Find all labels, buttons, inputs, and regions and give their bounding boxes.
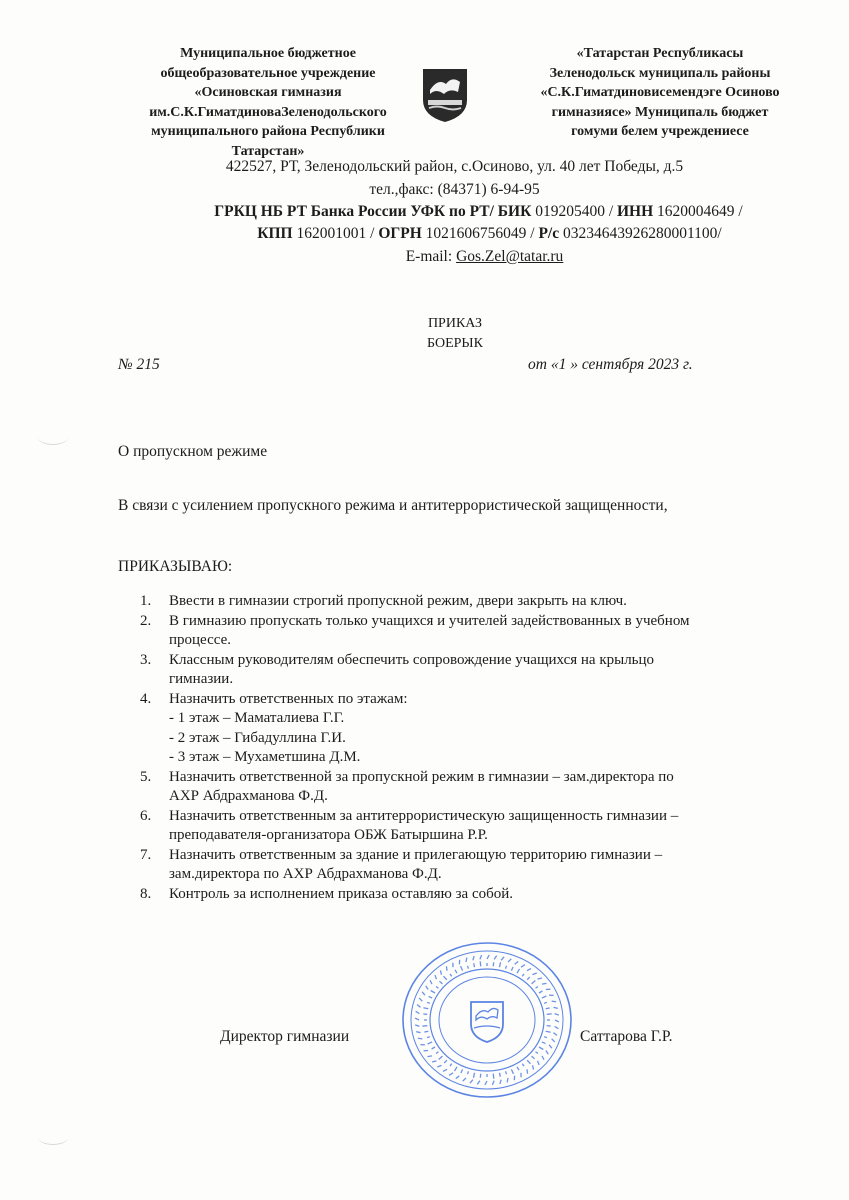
item-line: - 1 этаж – Маматалиева Г.Г. [169,710,345,726]
seal-tick [536,986,538,988]
item-number: 4. [140,690,152,707]
item-number: 5. [140,768,152,785]
account-value: 03234643926280001100/ [559,225,722,242]
item-line: гимназии. [169,671,234,687]
seal-text-stroke [435,975,437,979]
list-item [128,807,788,846]
seal-text-stroke [508,959,511,962]
ogrn-value: 1021606756049 / [421,225,539,242]
seal-tick [455,970,457,973]
seal-text-stroke [501,957,504,960]
order-preamble: В связи с усилением пропускного режима и антитеррористической защищенности, [118,497,668,514]
seal-text-stroke [418,1038,422,1039]
seal-text-stroke [552,1039,555,1042]
seal-tick [517,969,520,973]
seal-tick [532,981,536,984]
seal-tick [444,1060,447,1063]
seal-text-stroke [555,1020,559,1022]
item-line: Контроль за исполнением приказа оставляю за собой. [169,885,514,902]
official-seal-icon [400,940,575,1100]
seal-tick [432,1047,435,1049]
item-line: В гимназию пропускать только учащихся и учителей задействованных в учебном [169,612,690,629]
seal-text-stroke [487,955,489,959]
seal-tick [450,1064,452,1066]
list-item [128,885,788,905]
seal-text-stroke [446,966,447,970]
item-number: 6. [140,807,152,824]
seal-tick [423,1008,428,1009]
seal-tick [542,1042,546,1044]
seal-text-stroke [463,1078,466,1081]
address: 422527, РТ, Зеленодольский район, с.Осиново, ул. 40 лет Победы, д.5 [225,158,684,175]
seal-text-stroke [549,1045,552,1048]
seal-tick [539,1047,543,1050]
order-title-ru: ПРИКАЗ [427,316,483,331]
seal-tick [474,963,475,967]
seal-text-stroke [542,1056,544,1060]
seal-tick [450,974,452,976]
seal-text-stroke [500,1080,501,1084]
seal-tick [506,966,507,969]
phone: тел.,факс: (84371) 6-94-95 [369,181,540,198]
email-label: E-mail: [405,248,457,265]
seal-tick [527,1060,530,1064]
seal-text-stroke [546,1051,548,1055]
seal-text-stroke [521,965,525,967]
header-left-line: муниципального района Республики [151,124,385,139]
seal-tick [542,996,547,998]
seal-tick [506,1071,507,1074]
order-directive: ПРИКАЗЫВАЮ: [118,558,233,575]
seal-text-stroke [555,1014,559,1016]
seal-text-stroke [527,1069,528,1073]
bank-label: ГРКЦ НБ РТ Банка России УФК по РТ/ БИК [214,203,532,220]
bank-details-line-1 [54,203,849,221]
seal-tick [436,1052,438,1054]
item-line: Назначить ответственным за здание и прилегающую территорию гимназии – [169,846,663,863]
seal-text-stroke [552,1001,556,1002]
item-line: АХР Абдрахманова Ф.Д. [169,788,328,804]
email-link[interactable]: Gos.Zel@tatar.ru [456,248,564,265]
header-left-line: общеобразовательное учреждение [160,65,376,81]
scan-mark [38,430,68,445]
seal-tick [493,1074,494,1079]
seal-tick [473,1073,474,1078]
seal-tick [439,1056,443,1059]
seal-tick [424,1031,428,1032]
seal-text-stroke [440,970,441,974]
item-line: зам.директора по АХР Абдрахманова Ф.Д. [169,866,442,882]
header-right-line: гимназиясе» Муниципаль бюджет [551,104,769,120]
email-line [60,248,849,266]
seal-text-stroke [477,1081,480,1085]
order-subject: О пропускном режиме [118,443,268,460]
seal-text-stroke [449,1073,453,1075]
seal-text-stroke [415,1018,419,1020]
item-line: преподавателя-организатора ОБЖ Батыршина Р.Р. [169,827,488,843]
seal-tick [546,1031,551,1032]
seal-tick [511,1069,513,1074]
seal-text-stroke [538,978,542,979]
list-item [128,651,788,690]
seal-tick [439,981,442,984]
seal-tick [527,977,530,980]
header-right-line: гомуми белем учреждениесе [571,124,749,139]
seal-tick [522,1064,524,1066]
seal-text-stroke [555,1026,559,1028]
seal-text-stroke [485,1081,487,1085]
seal-tick [511,967,513,971]
seal-text-stroke [470,1080,473,1083]
seal-text-stroke [554,1007,558,1008]
signature-name: Саттарова Г.Р. [580,1028,673,1045]
seal-tick [461,966,463,971]
seal-tick [431,991,435,994]
item-number: 1. [140,593,152,609]
item-line: - 3 этаж – Мухаметшина Д.М. [169,749,361,765]
seal-tick [468,1071,469,1074]
seal-text-stroke [480,955,482,959]
item-line: Классным руководителям обеспечить сопровождение учащихся на крыльцо [169,651,655,668]
header-left-line: им.С.К.ГиматдиноваЗеленодольского [149,104,387,120]
city-emblem-icon [420,66,470,124]
seal-text-stroke [415,1025,419,1027]
bik-value: 019205400 / [531,203,617,220]
seal-text-stroke [419,998,422,1001]
seal-tick [422,1026,427,1027]
list-item [128,846,788,885]
seal-text-stroke [437,1065,441,1067]
seal-text-stroke [422,992,425,995]
seal-tick [547,1014,552,1015]
seal-text-stroke [533,1065,534,1069]
order-items-list [128,592,788,904]
kpp-value: 162001001 / [292,225,379,242]
seal-tick [461,1069,463,1073]
item-line: Назначить ответственных по этажам: [169,690,408,707]
seal-text-stroke [430,980,432,984]
seal-text-stroke [428,1056,432,1057]
scan-mark [38,1130,68,1145]
seal-tick [532,1056,535,1059]
seal-tick [499,962,500,967]
seal-tick [544,1037,547,1038]
seal-text-stroke [494,956,497,960]
seal-text-stroke [416,1032,420,1033]
item-line: Назначить ответственной за пропускной режим в гимназии – зам.директора по [169,768,674,785]
order-date: от «1 » сентября 2023 г. [528,356,693,373]
seal-tick [480,961,481,966]
seal-tick [517,1067,519,1070]
kpp-label: КПП [257,225,293,242]
header-right-line: Зеленодольск муниципаль районы [549,65,771,81]
item-number: 3. [140,651,152,668]
seal-tick [539,991,542,993]
item-number: 8. [140,885,152,902]
seal-tick [499,1073,500,1077]
list-item [128,768,788,807]
list-item [128,612,788,651]
header-left-line: Муниципальное бюджетное [180,46,356,61]
seal-text-stroke [466,958,467,962]
seal-tick [546,1008,550,1009]
item-line: - 2 этаж – Гибадуллина Г.И. [169,729,346,746]
account-label: Р/с [538,225,560,242]
inn-value: 1620004649 / [653,203,743,220]
seal-text-stroke [515,961,519,964]
seal-text-stroke [492,1081,494,1085]
item-line: Ввести в гимназии строгий пропускной режим, двери закрыть на ключ. [169,593,627,609]
seal-tick [455,1067,458,1071]
seal-tick [427,1002,430,1003]
seal-tick [522,974,524,976]
list-item [128,690,788,768]
seal-text-stroke [426,986,428,990]
seal-tick [444,976,447,980]
seal-text-stroke [473,956,474,960]
header-right-org-name [520,44,800,142]
header-left-org-name [118,44,418,161]
seal-tick [544,1002,547,1003]
seal-text-stroke [554,1033,557,1036]
seal-text-stroke [456,1076,460,1079]
header-left-line: Татарстан» [231,143,305,159]
seal-text-stroke [507,1078,508,1082]
seal-text-stroke [538,1061,540,1065]
seal-text-stroke [432,1061,436,1062]
order-title-tt: БОЕРЫК [427,336,483,351]
list-item [128,592,788,612]
seal-text-stroke [416,1011,420,1013]
seal-text-stroke [443,1069,447,1071]
header-left-line: «Осиновская гимназия [194,85,342,100]
seal-text-stroke [417,1005,420,1008]
inn-label: ИНН [617,203,654,220]
seal-text-stroke [542,983,546,984]
seal-tick [468,966,469,969]
seal-tick [427,1037,430,1038]
ogrn-label: ОГРН [378,225,422,242]
seal-text-stroke [527,969,531,971]
seal-tick [428,1042,433,1044]
item-number: 7. [140,846,152,863]
seal-tick [436,986,438,988]
seal-tick [536,1052,538,1054]
order-number: № 215 [118,356,160,373]
seal-text-stroke [533,973,537,975]
header-right-line: «Татарстан Республикасы [576,46,744,61]
bank-details-line-2 [65,225,849,243]
item-number: 2. [140,612,152,629]
signature-position: Директор гимназии [220,1028,350,1045]
header-right-line: «С.К.Гиматдиновисемендэге Осиново [540,85,780,100]
item-line: процессе. [169,632,231,648]
item-line: Назначить ответственным за антитеррористическую защищенность гимназии – [169,807,679,824]
seal-tick [429,996,433,998]
